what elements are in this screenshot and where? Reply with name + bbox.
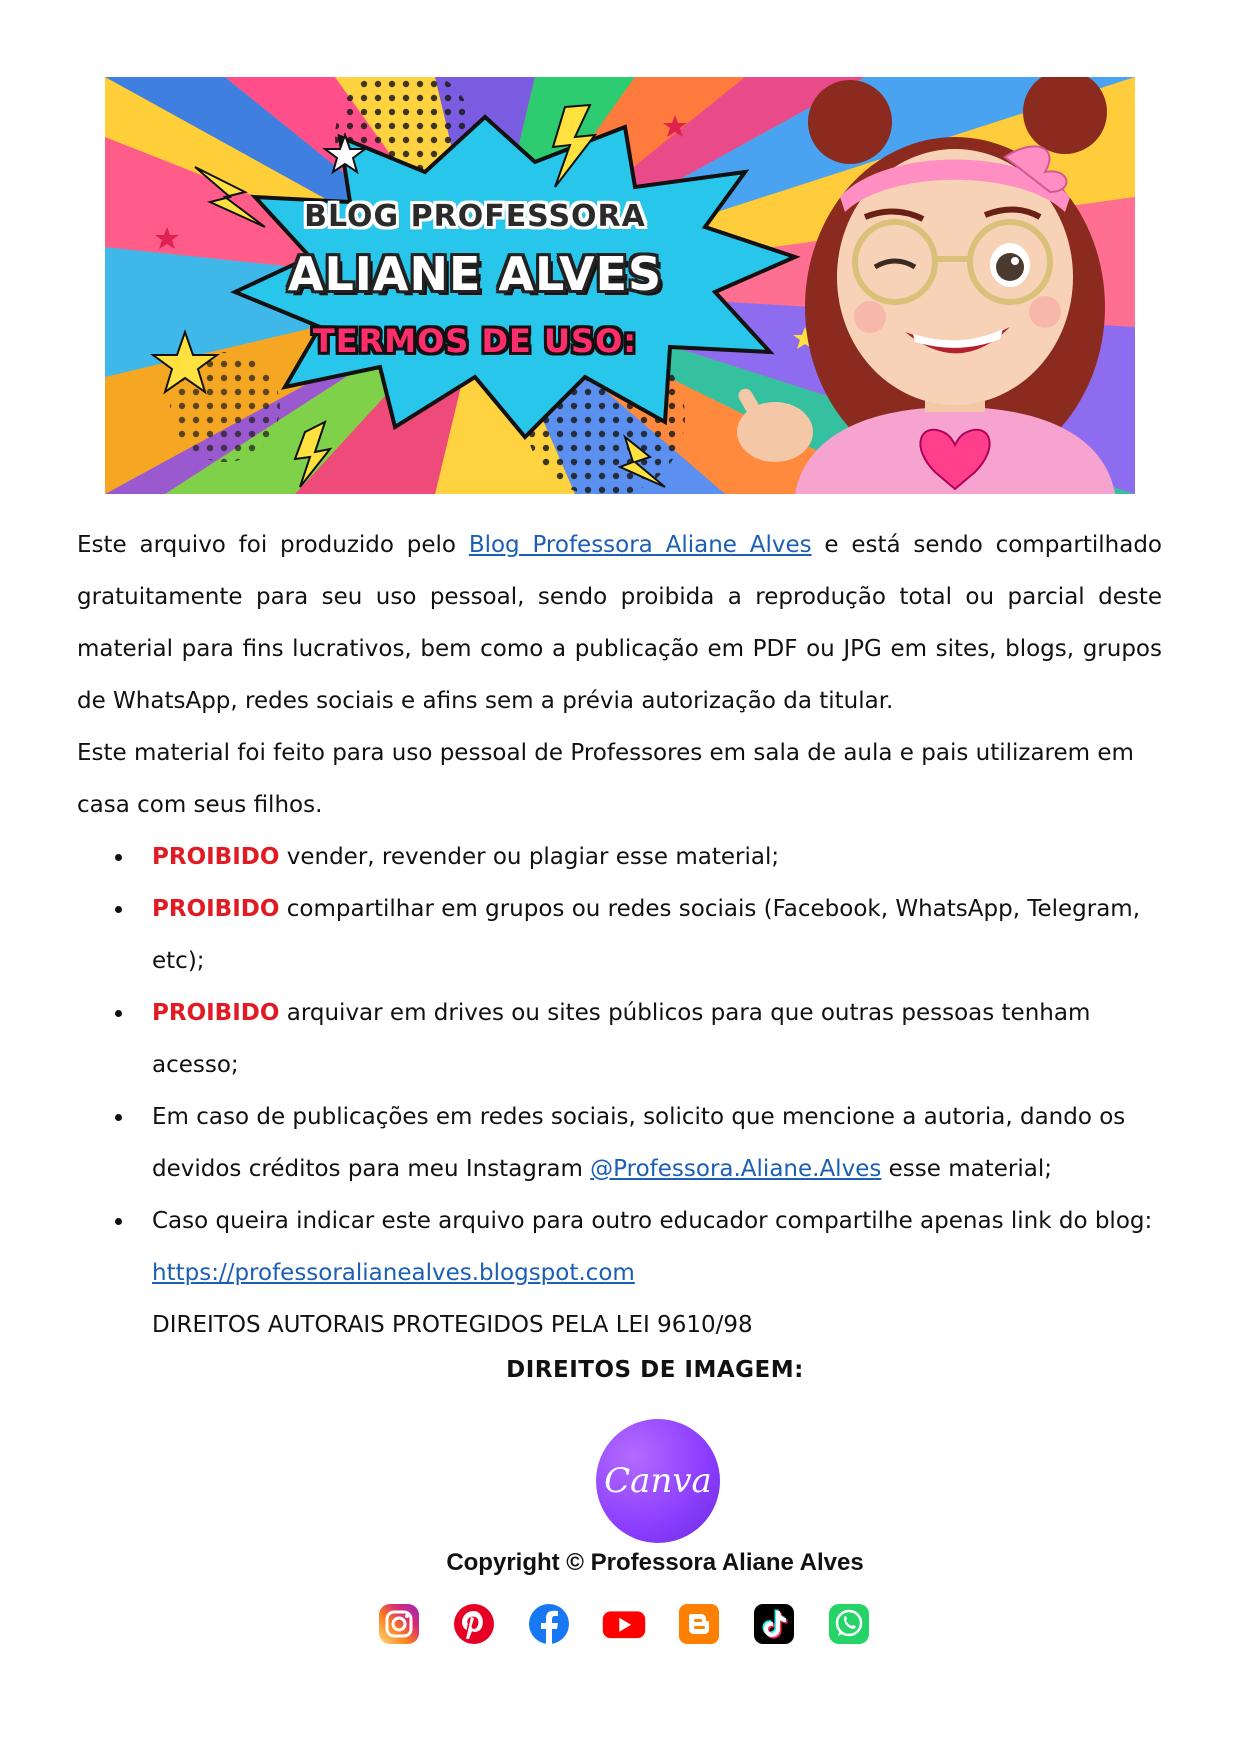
proibido-label: PROIBIDO bbox=[152, 896, 280, 922]
tiktok-icon[interactable] bbox=[752, 1602, 796, 1646]
list-item bbox=[152, 1195, 1162, 1299]
list-item bbox=[152, 987, 1162, 1091]
banner-blog-label: BLOG PROFESSORA bbox=[304, 199, 646, 234]
blog-link[interactable]: Blog Professora Aliane Alves bbox=[468, 532, 812, 558]
copyright-line: Copyright © Professora Aliane Alves bbox=[446, 1549, 864, 1576]
instagram-link[interactable]: @Professora.Aliane.Alves bbox=[590, 1156, 882, 1182]
social-icons-row bbox=[377, 1602, 871, 1648]
canva-logo: Canva bbox=[596, 1419, 720, 1543]
list-item bbox=[152, 1091, 1162, 1195]
youtube-icon[interactable] bbox=[602, 1602, 646, 1646]
facebook-icon[interactable] bbox=[527, 1602, 571, 1646]
proibido-label: PROIBIDO bbox=[152, 844, 280, 870]
blog-url-link[interactable]: https://professoralianealves.blogspot.com bbox=[152, 1260, 635, 1286]
intro-text-continued: e está sendo compartilhado gratuitamente para seu uso pessoal, sendo proibida a reprodução total ou parcial deste material para fins lucrativos, bem como a publicação em PDF ou JPG em sites, blogs, grupos de WhatsApp, redes sociais e afins sem a prévia autorização da titular. bbox=[77, 532, 1162, 714]
terms-banner bbox=[105, 77, 1135, 494]
copyright-law-notice: DIREITOS AUTORAIS PROTEGIDOS PELA LEI 9610/98 bbox=[152, 1312, 753, 1338]
list-item bbox=[152, 883, 1162, 987]
rule-text: arquivar em drives ou sites públicos para que outras pessoas tenham acesso; bbox=[152, 1000, 1091, 1078]
list-item bbox=[152, 831, 1162, 883]
rule-text: Em caso de publicações em redes sociais, solicito que mencione a autoria, dando os devidos créditos para meu Instagram bbox=[152, 1104, 1126, 1182]
rule-text: vender, revender ou plagiar esse material; bbox=[279, 844, 780, 870]
intro-text: Este arquivo foi produzido pelo bbox=[77, 532, 469, 558]
intro-paragraph bbox=[77, 519, 1162, 727]
blogger-icon[interactable] bbox=[677, 1602, 721, 1646]
rules-list bbox=[77, 831, 1162, 1299]
rule-text: compartilhar em grupos ou redes sociais (Facebook, WhatsApp, Telegram, etc); bbox=[152, 896, 1141, 974]
pinterest-icon[interactable] bbox=[452, 1602, 496, 1646]
purpose-paragraph: Este material foi feito para uso pessoal de Professores em sala de aula e pais utilizarem em casa com seus filhos. bbox=[77, 740, 1134, 818]
terms-content bbox=[77, 519, 1162, 1351]
instagram-icon[interactable] bbox=[377, 1602, 421, 1646]
rule-text-end: esse material; bbox=[881, 1156, 1052, 1182]
banner-terms-title: TERMOS DE USO: bbox=[312, 322, 638, 360]
proibido-label: PROIBIDO bbox=[152, 1000, 280, 1026]
whatsapp-icon[interactable] bbox=[827, 1602, 871, 1646]
image-rights-heading: DIREITOS DE IMAGEM: bbox=[506, 1357, 804, 1383]
rule-text: Caso queira indicar este arquivo para outro educador compartilhe apenas link do blog: bbox=[152, 1208, 1153, 1234]
banner-author-name: ALIANE ALVES bbox=[287, 247, 663, 301]
